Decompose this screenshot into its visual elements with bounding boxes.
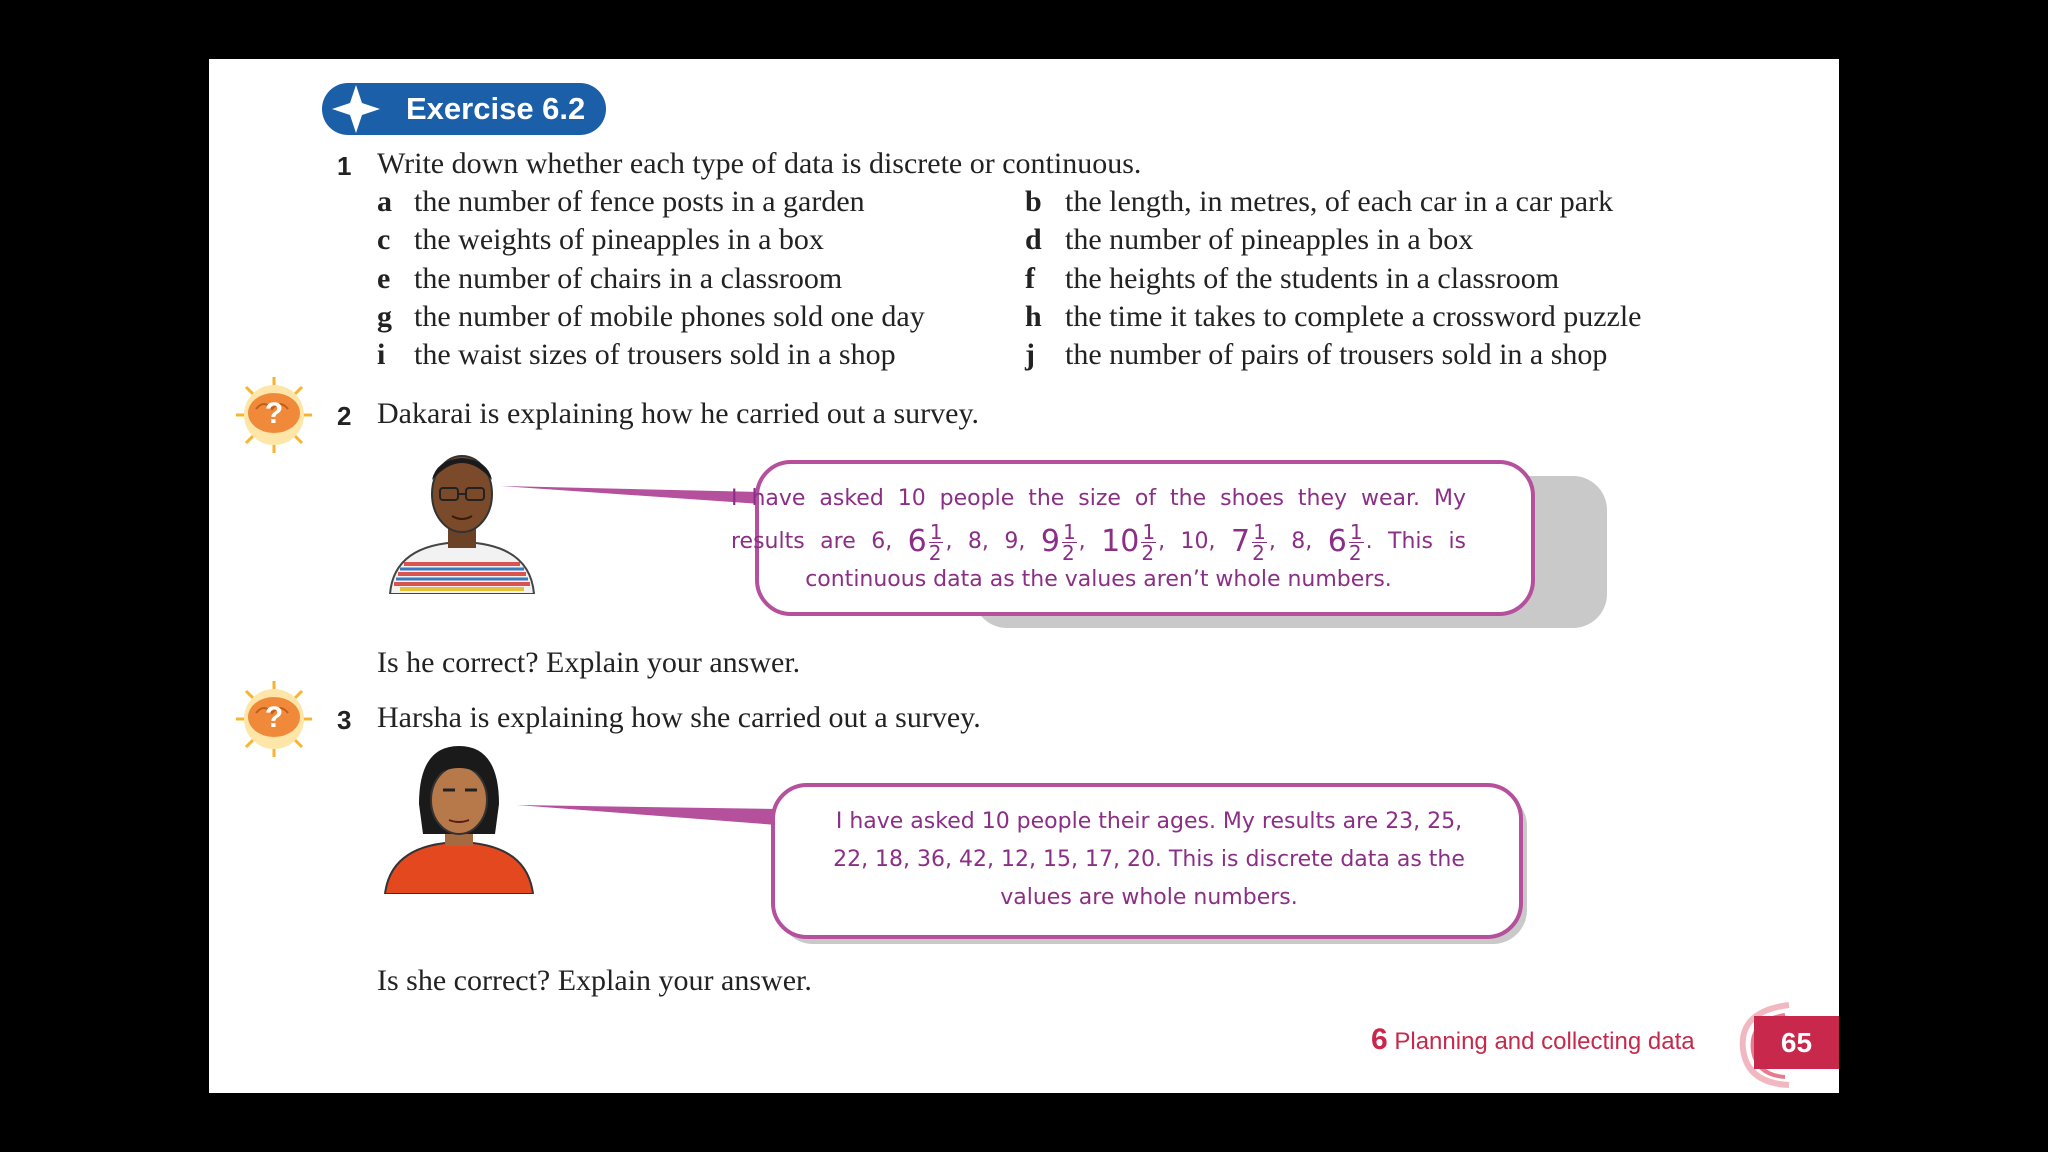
mixed-number-whole: 9 xyxy=(1040,524,1060,559)
speech-bubble-text xyxy=(731,480,1466,594)
item-letter: b xyxy=(1025,185,1042,218)
list-item: the weights of pineapples in a box xyxy=(414,223,824,256)
chapter-number: 6 xyxy=(1371,1023,1388,1056)
bubble-text-segment: , 10, xyxy=(1158,529,1216,554)
thinking-brain-icon xyxy=(234,375,314,455)
bubble-line xyxy=(731,518,1466,566)
list-item: the number of pairs of trousers sold in a shop xyxy=(1065,338,1608,371)
bubble-text-segment: . xyxy=(1365,529,1373,554)
item-letter: c xyxy=(377,223,391,256)
bubble-line: 22, 18, 36, 42, 12, 15, 17, 20. This is discrete data as the xyxy=(833,847,1465,872)
fraction: $\frac{1}{2}$ xyxy=(928,519,943,565)
bubble-line: values are whole numbers. xyxy=(1000,885,1298,910)
bubble-line: I have asked 10 people their ages. My results are 23, 25, xyxy=(835,809,1463,834)
item-letter: e xyxy=(377,262,391,295)
question-number: 1 xyxy=(337,151,352,181)
fraction: $\frac{1}{2}$ xyxy=(1141,519,1156,565)
followup-question: Is she correct? Explain your answer. xyxy=(377,964,812,997)
fraction: $\frac{1}{2}$ xyxy=(1061,519,1076,565)
list-item: the number of mobile phones sold one day xyxy=(414,300,925,333)
item-letter: g xyxy=(377,300,392,333)
mixed-number-whole: 10 xyxy=(1101,524,1140,559)
list-item: the time it takes to complete a crossword puzzle xyxy=(1065,300,1642,333)
item-letter: d xyxy=(1025,223,1042,256)
page-number: 65 xyxy=(1754,1016,1839,1069)
chapter-footer xyxy=(1371,1023,1695,1057)
exercise-title: Exercise 6.2 xyxy=(406,91,586,126)
mixed-number-whole: 6 xyxy=(907,524,927,559)
mixed-number-whole: 7 xyxy=(1230,524,1251,559)
question-text: Write down whether each type of data is discrete or continuous. xyxy=(377,147,1142,180)
bubble-line: I have asked 10 people the size of the shoes they wear. My xyxy=(731,486,1466,511)
star-icon xyxy=(332,85,380,133)
fraction: $\frac{1}{2}$ xyxy=(1252,519,1266,565)
item-letter: f xyxy=(1025,262,1035,295)
bubble-text-segment: , xyxy=(1078,529,1086,554)
fraction: $\frac{1}{2}$ xyxy=(1348,519,1363,565)
question-text: Dakarai is explaining how he carried out a survey. xyxy=(377,397,980,430)
bubble-line: continuous data as the values aren’t whole numbers. xyxy=(805,567,1392,592)
followup-question: Is he correct? Explain your answer. xyxy=(377,646,801,679)
textbook-page xyxy=(209,59,1839,1093)
question-text: Harsha is explaining how she carried out a survey. xyxy=(377,701,981,734)
list-item: the number of chairs in a classroom xyxy=(414,262,843,295)
question-number: 2 xyxy=(337,401,352,431)
item-letter: j xyxy=(1025,338,1035,371)
list-item: the heights of the students in a classroom xyxy=(1065,262,1560,295)
item-letter: a xyxy=(377,185,392,218)
svg-text:?: ? xyxy=(264,701,284,734)
thinking-brain-icon xyxy=(234,679,314,759)
svg-text:?: ? xyxy=(264,397,284,430)
exercise-banner xyxy=(322,83,606,135)
bubble-text-segment: , 8, xyxy=(1268,529,1313,554)
speech-bubble-text xyxy=(799,803,1499,917)
question-number: 3 xyxy=(337,705,352,735)
mixed-number-whole: 6 xyxy=(1327,524,1347,559)
list-item: the waist sizes of trousers sold in a shop xyxy=(414,338,896,371)
chapter-title: Planning and collecting data xyxy=(1394,1028,1695,1055)
bubble-text-segment: , 8, 9, xyxy=(945,529,1026,554)
list-item: the number of fence posts in a garden xyxy=(414,185,865,218)
item-letter: i xyxy=(377,338,386,371)
list-item: the number of pineapples in a box xyxy=(1065,223,1474,256)
list-item: the length, in metres, of each car in a car park xyxy=(1065,185,1614,218)
bubble-text-segment: This is xyxy=(1388,529,1467,554)
bubble-text-segment: results are 6, xyxy=(731,529,893,554)
item-letter: h xyxy=(1025,300,1042,333)
harsha-illustration xyxy=(381,744,537,894)
